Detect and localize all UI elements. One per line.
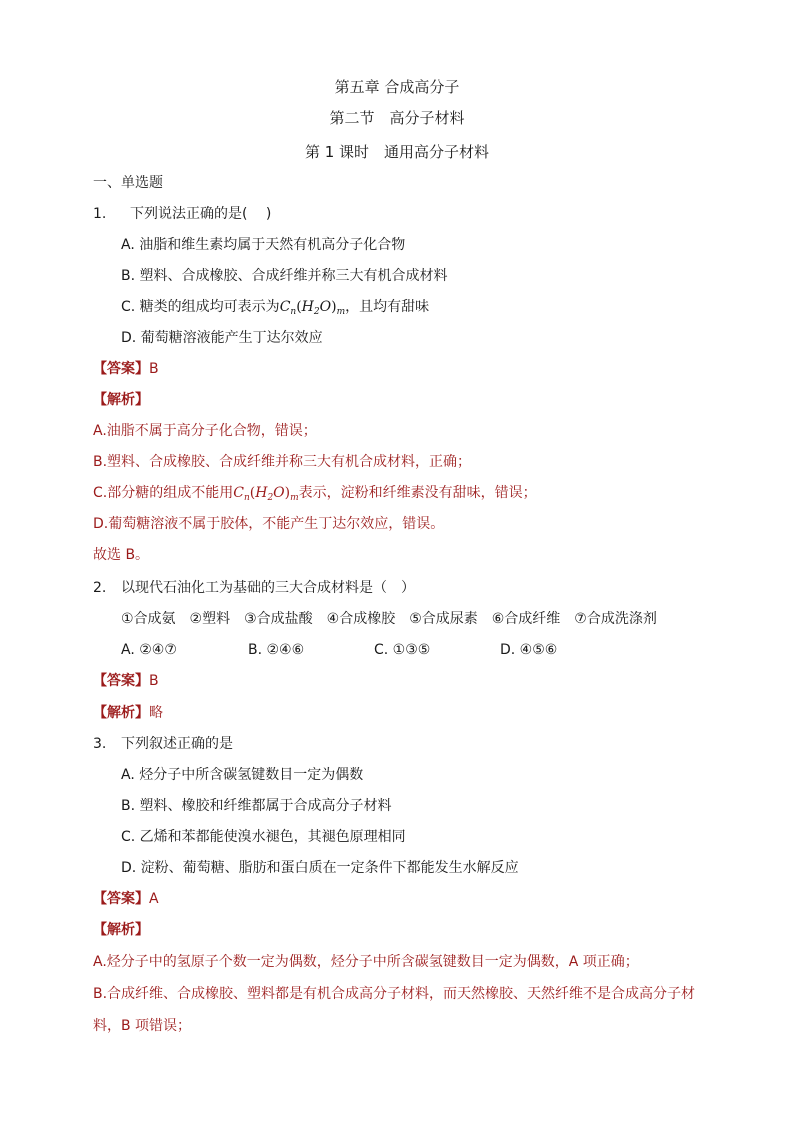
q1-option-c-text: C. 糖类的组成均可表示为 — [121, 299, 280, 315]
q1-analysis-b: B.塑料、合成橡胶、合成纤维并称三大有机合成材料，正确； — [93, 454, 472, 470]
q1-answer: 【答案】B — [93, 361, 159, 377]
q1-analysis-a: A.油脂不属于高分子化合物，错误； — [93, 423, 317, 439]
q1-stem: 下列说法正确的是( ) — [130, 206, 272, 222]
q1-analysis-c: C.部分糖的组成不能用$C_n(H_2O)_m$表示，淀粉和纤维素没有甜味，错误； — [93, 485, 537, 503]
q2-stem: 以现代石油化工为基础的三大合成材料是（ ） — [121, 580, 415, 596]
q3-stem: 下列叙述正确的是 — [121, 736, 233, 752]
q2-number: 2. — [93, 580, 107, 596]
chapter-title: 第五章 合成高分子 — [334, 78, 460, 96]
q3-number: 3. — [93, 736, 107, 752]
q3-analysis-b: B.合成纤维、合成橡胶、塑料都是有机合成高分子材料，而天然橡胶、天然纤维不是合成高分子材 — [93, 986, 696, 1002]
section-title: 第二节 高分子材料 — [329, 109, 465, 127]
q1-option-c-tail: ，且均有甜味 — [345, 299, 430, 315]
q1-analysis-label: 【解析】 — [93, 392, 149, 408]
q3-option-b: B. 塑料、橡胶和纤维都属于合成高分子材料 — [121, 798, 392, 814]
q1-number: 1. — [93, 206, 107, 222]
sugar-formula: $C_n(H_2O)_m$ — [279, 299, 346, 317]
q1-conclusion: 故选 B。 — [93, 547, 150, 563]
q2-option-c: C. ①③⑤ — [374, 642, 431, 658]
q1-analysis-d: D.葡萄糖溶液不属于胶体，不能产生丁达尔效应，错误。 — [93, 516, 445, 532]
sugar-formula-analysis: $C_n(H_2O)_m$ — [233, 485, 299, 503]
q1-option-a: A. 油脂和维生素均属于天然有机高分子化合物 — [121, 237, 406, 253]
q2-option-d: D. ④⑤⑥ — [500, 642, 558, 658]
q1-option-b: B. 塑料、合成橡胶、合成纤维并称三大有机合成材料 — [121, 268, 448, 284]
q2-answer: 【答案】B — [93, 673, 159, 689]
q3-option-a: A. 烃分子中所含碳氢键数目一定为偶数 — [121, 767, 364, 783]
q3-option-c: C. 乙烯和苯都能使溴水褪色，其褪色原理相同 — [121, 829, 406, 845]
q2-items: ①合成氨 ②塑料 ③合成盐酸 ④合成橡胶 ⑤合成尿素 ⑥合成纤维 ⑦合成洗涤剂 — [121, 611, 657, 627]
q3-option-d: D. 淀粉、葡萄糖、脂肪和蛋白质在一定条件下都能发生水解反应 — [121, 860, 519, 876]
lesson-title: 第 1 课时 通用高分子材料 — [304, 143, 490, 161]
q1-option-c — [121, 297, 429, 317]
q3-analysis-a: A.烃分子中的氢原子个数一定为偶数，烃分子中所含碳氢键数目一定为偶数，A 项正确； — [93, 954, 639, 970]
q3-analysis-label: 【解析】 — [93, 922, 149, 938]
q1-option-d: D. 葡萄糖溶液能产生丁达尔效应 — [121, 330, 323, 346]
q2-analysis: 【解析】略 — [93, 705, 163, 721]
part-title: 一、单选题 — [93, 175, 163, 191]
q3-analysis-b-cont: 料，B 项错误； — [93, 1018, 192, 1034]
q3-answer: 【答案】A — [93, 891, 159, 907]
q2-option-a: A. ②④⑦ — [121, 642, 177, 658]
q2-option-b: B. ②④⑥ — [248, 642, 305, 658]
